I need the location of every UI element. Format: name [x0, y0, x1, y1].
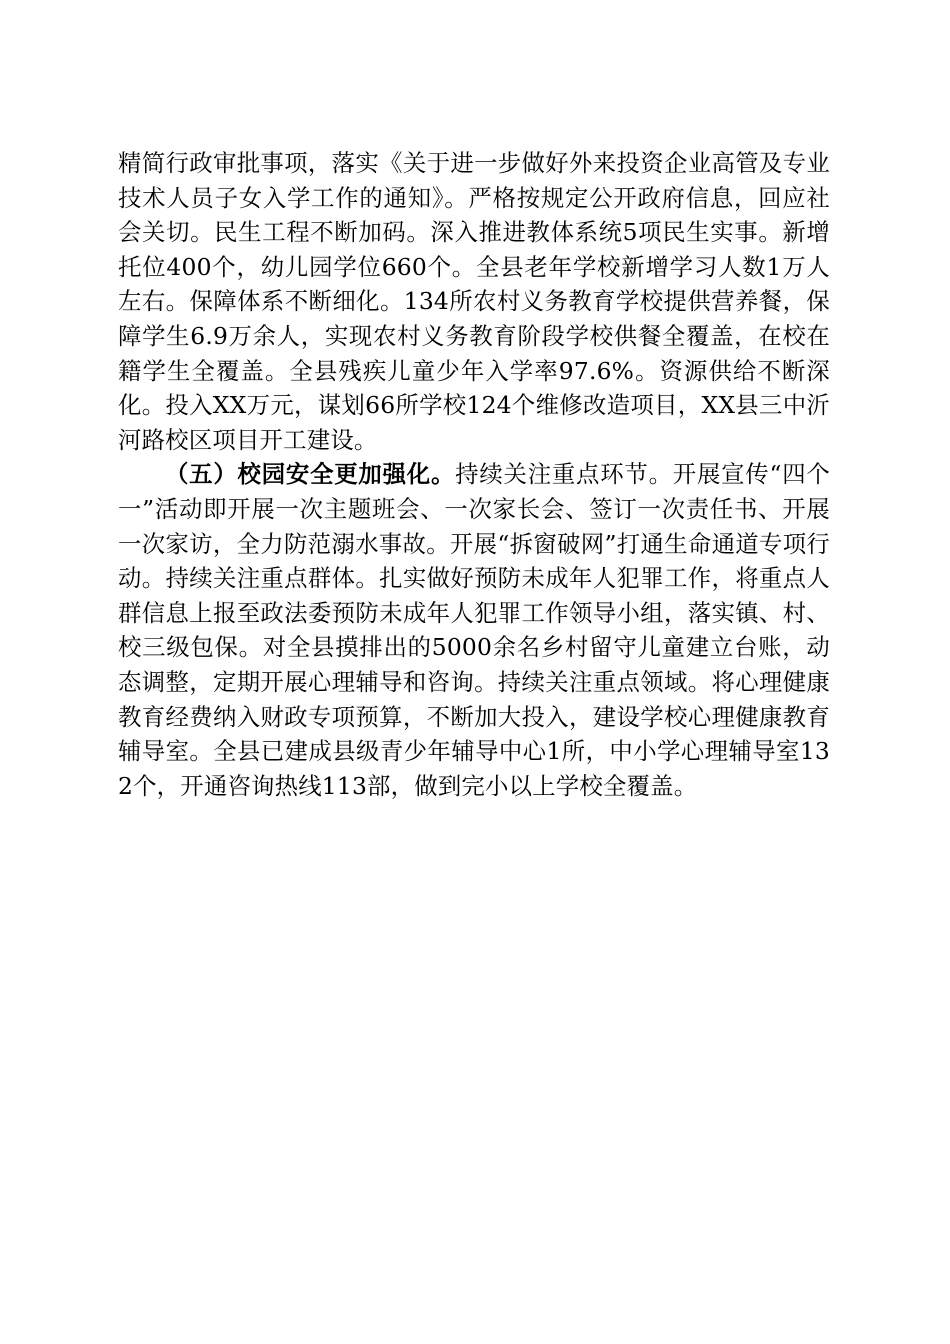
paragraph-1-text: 精简行政审批事项，落实《关于进一步做好外来投资企业高管及专业技术人员子女入学工作的通知》。严格按规定公开政府信息，回应社会关切。民生工程不断加码。深入推进教体系统5项民生实事。新增托位400个，幼儿园学位660个。全县老年学校新增学习人数1万人左右。保障体系不断细化。134所农村义务教育学校提供营养餐，保障学生6.9万余人，实现农村义务教育阶段学校供餐全覆盖，在校在籍学生全覆盖。全县残疾儿童少年入学率97.6%。资源供给不断深化。投入XX万元，谋划66所学校124个维修改造项目，XX县三中沂河路校区项目开工建设。 [118, 149, 830, 454]
paragraph-continuation [118, 146, 830, 457]
document-body [118, 146, 830, 803]
paragraph-campus-safety [118, 457, 830, 803]
section-heading-five: （五）校园安全更加强化。 [165, 460, 456, 489]
paragraph-2-text: 持续关注重点环节。开展宣传“四个一”活动即开展一次主题班会、一次家长会、签订一次责任书、开展一次家访，全力防范溺水事故。开展“拆窗破网”打通生命通道专项行动。持续关注重点群体。扎实做好预防未成年人犯罪工作，将重点人群信息上报至政法委预防未成年人犯罪工作领导小组，落实镇、村、校三级包保。对全县摸排出的5000余名乡村留守儿童建立台账，动态调整，定期开展心理辅导和咨询。持续关注重点领域。将心理健康教育经费纳入财政专项预算，不断加大投入，建设学校心理健康教育辅导室。全县已建成县级青少年辅导中心1所，中小学心理辅导室132个，开通咨询热线113部，做到完小以上学校全覆盖。 [118, 460, 830, 800]
